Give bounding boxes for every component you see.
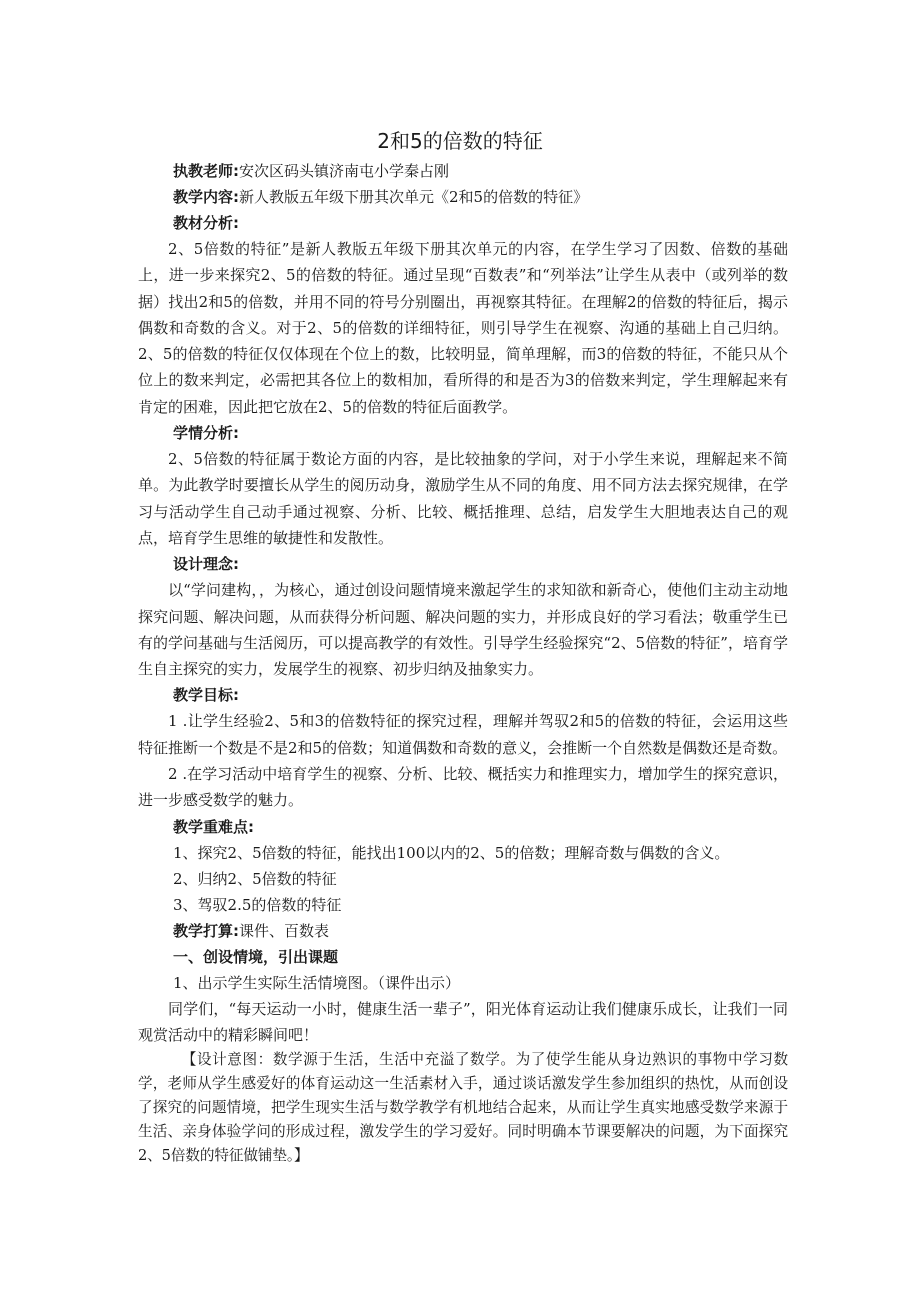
key-heading bbox=[138, 814, 788, 840]
student-label: 学情分析: bbox=[173, 424, 239, 443]
teacher-speech: 同学们，“每天运动一小时，健康生活一辈子”，阳光体育运动让我们健康乐成长，让我们一同观赏活动中的精彩瞬间吧！ bbox=[138, 999, 788, 1044]
document-body bbox=[138, 158, 788, 1168]
concept-label: 设计理念: bbox=[173, 555, 239, 574]
prep-value: 课件、百数表 bbox=[239, 921, 330, 940]
section-1-heading: 一、创设情境，引出课题 bbox=[173, 947, 339, 966]
analysis-paragraph: 2、5倍数的特征”是新人教版五年级下册其次单元的内容，在学生学习了因数、倍数的基础上，进一步来探究2、5的倍数的特征。通过呈现“百数表”和“列举法”让学生从表中（或列举的数据）找出2和5的倍数，并用不同的符号分别圈出，再视察其特征。在理解2的倍数的特征后，揭示偶数和奇数的含义。对于2、5的倍数的详细特征，则引导学生在视察、沟通的基础上自己归纳。2、5的倍数的特征仅仅体现在个位上的数，比较明显，简单理解，而3的倍数的特征，不能只从个位上的数来判定，必需把其各位上的数相加，看所得的和是否为3的倍数来判定，学生理解起来有肯定的困难，因此把它放在2、5的倍数的特征后面教学。 bbox=[138, 240, 788, 416]
analysis-heading bbox=[138, 210, 788, 236]
prep-label: 教学打算: bbox=[173, 921, 239, 940]
student-heading bbox=[138, 420, 788, 446]
goal-2: 2 .在学习活动中培育学生的视察、分析、比较、概括实力和推理实力，增加学生的探究意识，进一步感受数学的魅力。 bbox=[138, 765, 788, 810]
prep-line bbox=[138, 918, 788, 944]
teacher-value: 安次区码头镇济南屯小学秦占刚 bbox=[239, 162, 450, 180]
key-item-2: 2、归纳2、5倍数的特征 bbox=[173, 869, 337, 888]
content-value: 新人教版五年级下册其次单元《2和5的倍数的特征》 bbox=[239, 188, 589, 206]
analysis-label: 教材分析: bbox=[173, 214, 239, 232]
key-label: 教学重难点: bbox=[173, 817, 254, 836]
goal-1: 1 .让学生经验2、5和3的倍数特征的探究过程，理解并驾驭2和5的倍数的特征，会运用这些特征推断一个数是不是2和5的倍数；知道偶数和奇数的意义，会推断一个自然数是偶数还是奇数。 bbox=[138, 712, 788, 757]
goals-label: 教学目标: bbox=[173, 686, 239, 705]
teacher-label: 执教老师: bbox=[173, 162, 239, 180]
step-1: 1、出示学生实际生活情境图。（课件出示） bbox=[173, 973, 461, 992]
content-line bbox=[138, 184, 788, 210]
key-item-3: 3、驾驭2.5的倍数的特征 bbox=[173, 895, 342, 914]
concept-paragraph: 以“学问建构，，为核心，通过创设问题情境来激起学生的求知欲和新奇心，使他们主动主动地探究问题、解决问题，从而获得分析问题、解决问题的实力，并形成良好的学习看法；敬重学生已有的学问基础与生活阅历，可以提高教学的有效性。引导学生经验探究“2、5倍数的特征”，培育学生自主探究的实力，发展学生的视察、初步归纳及抽象实力。 bbox=[138, 581, 788, 679]
goals-heading bbox=[138, 682, 788, 708]
student-paragraph: 2、5倍数的特征属于数论方面的内容，是比较抽象的学问，对于小学生来说，理解起来不简单。为此教学时要擅长从学生的阅历动身，激励学生从不同的角度、用不同方法去探究规律，在学习与活动学生自己动手通过视察、分析、比较、概括推理、总结，启发学生大胆地表达自己的观点，培育学生思维的敏捷性和发散性。 bbox=[138, 450, 788, 547]
content-label: 教学内容: bbox=[173, 188, 239, 206]
concept-heading bbox=[138, 551, 788, 577]
key-item-1: 1、探究2、5倍数的特征，能找出100以内的2、5的倍数；理解奇数与偶数的含义。 bbox=[173, 843, 730, 862]
document-title: 2和5的倍数的特征 bbox=[377, 129, 543, 153]
teacher-line bbox=[138, 158, 788, 184]
design-intent-note: 【设计意图：数学源于生活，生活中充溢了数学。为了使学生能从身边熟识的事物中学习数学，老师从学生感爱好的体育运动这一生活素材入手，通过谈话激发学生参加组织的热忱，从而创设了探究的问题情境，把学生现实生活与数学教学有机地结合起来，从而让学生真实地感受数学来源于生活、亲身体验学问的形成过程，激发学生的学习爱好。同时明确本节课要解决的问题，为下面探究2、5倍数的特征做铺垫。】 bbox=[138, 1051, 788, 1165]
